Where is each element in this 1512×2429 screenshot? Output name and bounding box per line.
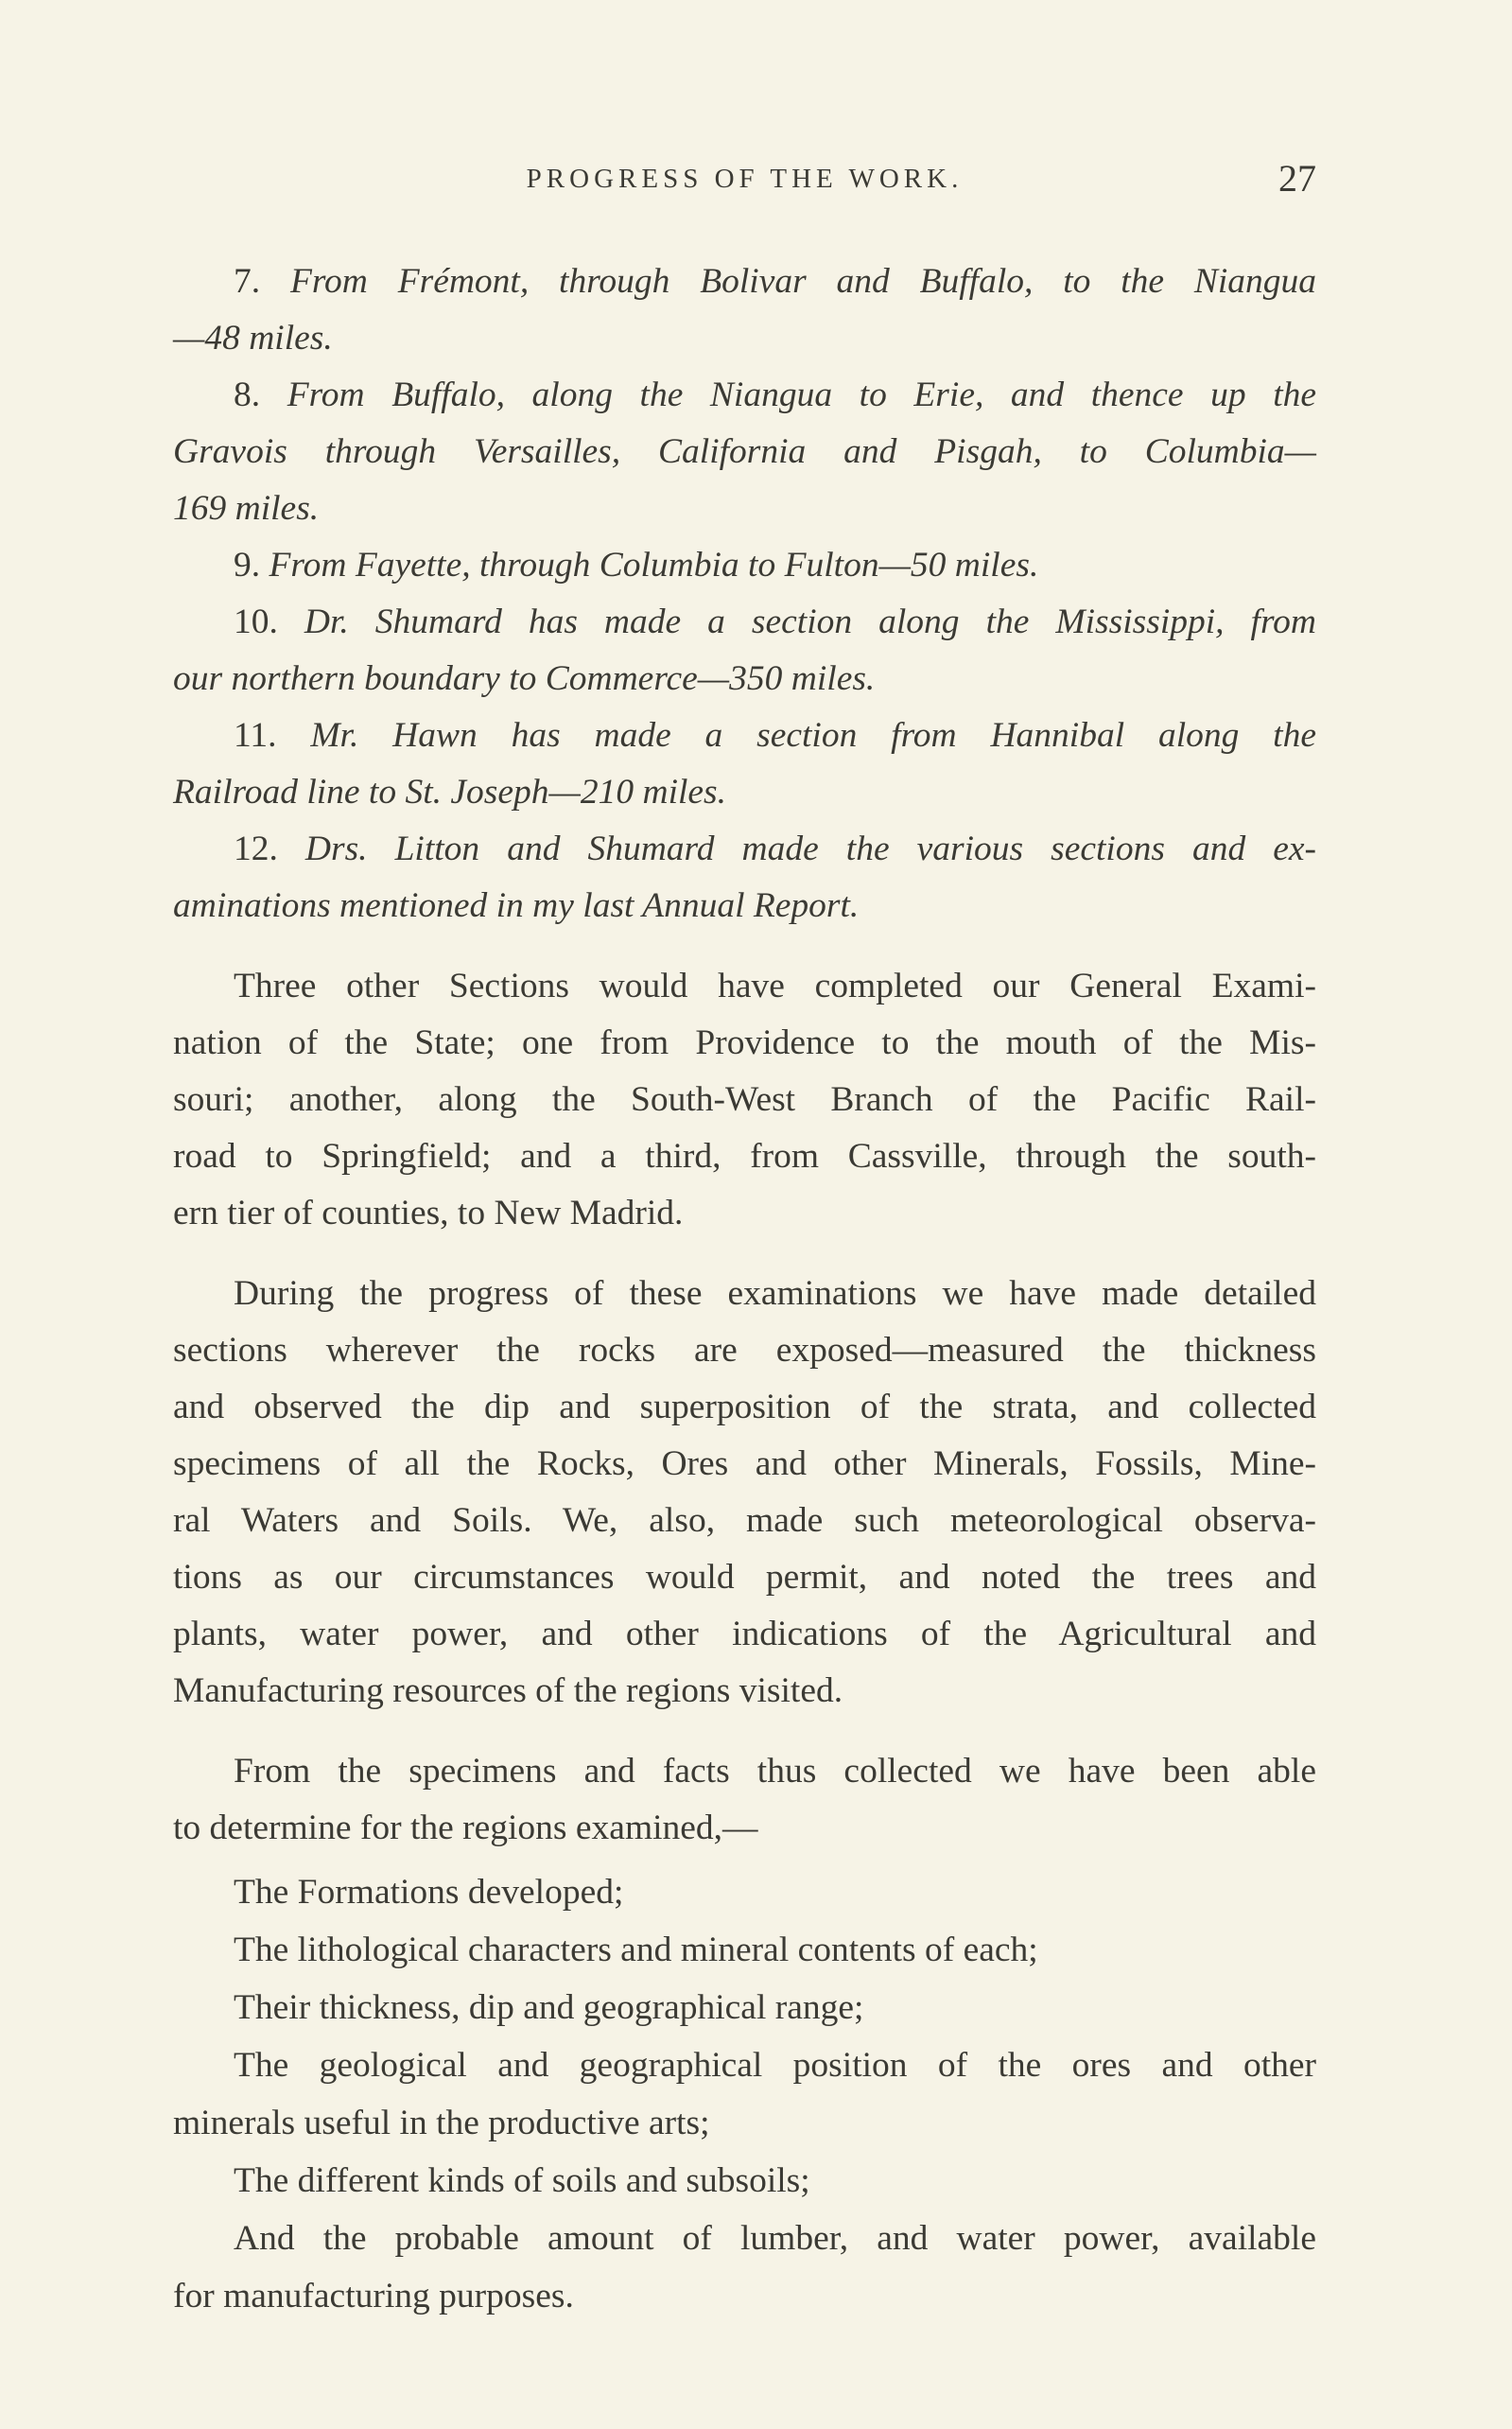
text-line	[173, 1743, 1316, 1800]
text-line	[173, 2268, 1316, 2326]
numbered-item	[173, 594, 1316, 708]
line-text: road to Springfield; and a third, from Cassville, through the south-	[173, 1137, 1316, 1176]
text-line	[173, 310, 1316, 367]
paragraph-gap	[173, 1720, 1316, 1743]
line-text: The lithological characters and mineral contents of each;	[234, 1931, 1038, 1969]
item-number: 9.	[234, 546, 261, 585]
page-body	[173, 253, 1316, 2326]
paragraph-gap	[173, 1242, 1316, 1266]
text-line	[173, 2095, 1316, 2153]
text-line	[173, 878, 1316, 935]
text-line	[173, 1663, 1316, 1720]
item-number: 11.	[234, 716, 277, 755]
line-text: The geological and geographical position of the ores and other	[234, 2046, 1316, 2085]
line-text: Mr. Hawn has made a section from Hannibal along the	[310, 716, 1316, 755]
line-text: tions as our circumstances would permit, and noted the trees and	[173, 1558, 1316, 1597]
line-text: and observed the dip and superposition of the strata, and collected	[173, 1388, 1316, 1426]
list-item	[173, 1922, 1316, 1980]
line-text: ern tier of counties, to New Madrid.	[173, 1194, 684, 1232]
text-line	[173, 1015, 1316, 1072]
text-line	[173, 1493, 1316, 1549]
line-text: From Buffalo, along the Niangua to Erie, and thence up the	[287, 376, 1317, 414]
item-number: 8.	[234, 376, 261, 414]
text-line	[173, 1980, 1316, 2037]
text-line	[173, 1549, 1316, 1606]
text-line	[173, 1128, 1316, 1185]
line-text: —48 miles.	[173, 319, 333, 358]
text-line	[173, 537, 1316, 594]
list-gap	[173, 1857, 1316, 1864]
line-text: During the progress of these examinations we have made detailed	[234, 1274, 1316, 1313]
line-text: aminations mentioned in my last Annual Report.	[173, 886, 860, 925]
text-line	[173, 424, 1316, 481]
line-text: Dr. Shumard has made a section along the Mississippi, from	[304, 603, 1317, 641]
text-line	[173, 651, 1316, 708]
text-line	[173, 1864, 1316, 1922]
paragraph	[173, 958, 1316, 1242]
line-text: From the specimens and facts thus collected we have been able	[234, 1752, 1316, 1791]
text-line	[173, 821, 1316, 878]
list-item	[173, 1864, 1316, 1922]
text-line	[173, 1436, 1316, 1493]
line-text: And the probable amount of lumber, and water power, available	[234, 2219, 1316, 2258]
line-text: specimens of all the Rocks, Ores and other Minerals, Fossils, Mine-	[173, 1444, 1316, 1483]
line-text: From Fayette, through Columbia to Fulton—50 miles.	[269, 546, 1039, 585]
line-text: plants, water power, and other indications of the Agricultural and	[173, 1615, 1316, 1653]
numbered-item	[173, 367, 1316, 537]
line-text: Manufacturing resources of the regions visited.	[173, 1671, 843, 1710]
line-text: our northern boundary to Commerce—350 miles.	[173, 659, 876, 698]
text-line	[173, 1379, 1316, 1436]
list-item	[173, 1980, 1316, 2037]
line-text: The different kinds of soils and subsoils;	[234, 2161, 810, 2200]
text-line	[173, 958, 1316, 1015]
text-line	[173, 764, 1316, 821]
text-line	[173, 2211, 1316, 2268]
text-line	[173, 1322, 1316, 1379]
list-item	[173, 2211, 1316, 2326]
paragraph-gap	[173, 935, 1316, 958]
list-item	[173, 2037, 1316, 2153]
item-number: 12.	[234, 830, 278, 868]
running-title: PROGRESS OF THE WORK.	[526, 164, 964, 194]
line-text: ral Waters and Soils. We, also, made such meteorological observa-	[173, 1501, 1316, 1540]
text-line	[173, 708, 1316, 764]
line-text: minerals useful in the productive arts;	[173, 2104, 710, 2142]
line-text: Railroad line to St. Joseph—210 miles.	[173, 773, 727, 812]
text-line	[173, 2153, 1316, 2211]
numbered-item	[173, 821, 1316, 935]
text-line	[173, 1922, 1316, 1980]
paragraph	[173, 1743, 1316, 1857]
numbered-item	[173, 537, 1316, 594]
line-text: Drs. Litton and Shumard made the various sections and ex-	[304, 830, 1317, 868]
line-text: Their thickness, dip and geographical range;	[234, 1988, 864, 2027]
line-text: From Frémont, through Bolivar and Buffalo, to the Niangua	[289, 262, 1317, 301]
numbered-item	[173, 253, 1316, 367]
line-text: for manufacturing purposes.	[173, 2277, 574, 2315]
line-text: The Formations developed;	[234, 1873, 624, 1912]
page-header	[173, 156, 1316, 203]
text-line	[173, 1072, 1316, 1128]
text-line	[173, 594, 1316, 651]
text-line	[173, 481, 1316, 537]
numbered-item	[173, 708, 1316, 821]
line-text: sections wherever the rocks are exposed—measured the thickness	[173, 1331, 1316, 1370]
text-line	[173, 1606, 1316, 1663]
text-line	[173, 1185, 1316, 1242]
line-text: Gravois through Versailles, California and Pisgah, to Columbia—	[173, 432, 1316, 471]
list-item	[173, 2153, 1316, 2211]
text-line	[173, 2037, 1316, 2095]
item-number: 7.	[234, 262, 261, 301]
line-text: to determine for the regions examined,—	[173, 1809, 758, 1847]
paragraph	[173, 1266, 1316, 1720]
item-number: 10.	[234, 603, 278, 641]
line-text: nation of the State; one from Providence to the mouth of the Mis-	[173, 1023, 1316, 1062]
line-text: Three other Sections would have completed our General Exami-	[234, 967, 1316, 1005]
line-text: souri; another, along the South-West Branch of the Pacific Rail-	[173, 1080, 1316, 1119]
text-line	[173, 367, 1316, 424]
line-text: 169 miles.	[173, 489, 320, 528]
text-line	[173, 1266, 1316, 1322]
page-number: 27	[1278, 157, 1316, 200]
text-line	[173, 1800, 1316, 1857]
text-line	[173, 253, 1316, 310]
